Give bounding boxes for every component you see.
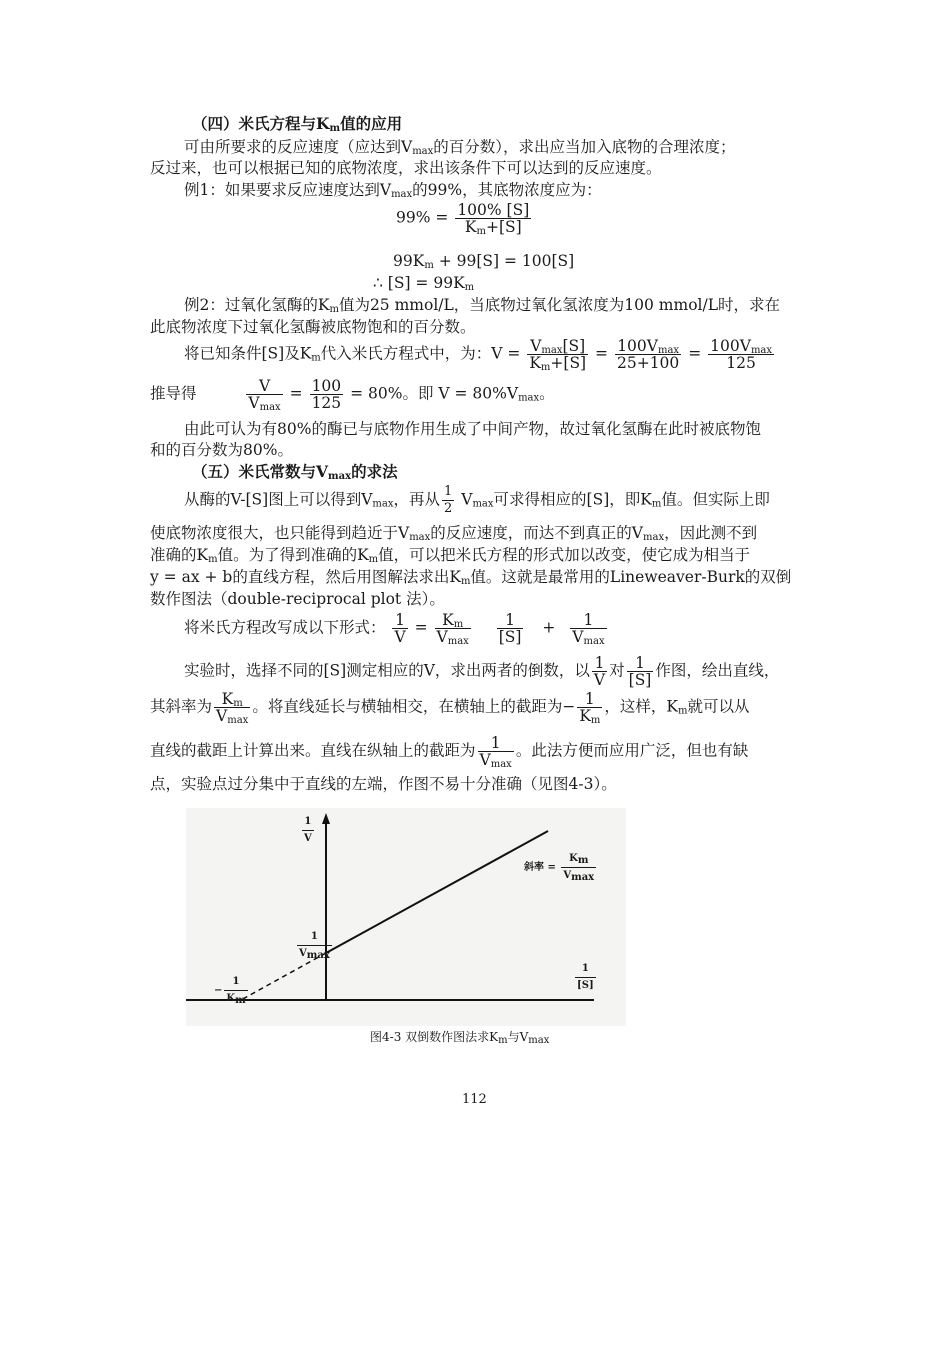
paragraph-line: 点，实验点过分集中于直线的左端，作图不易十分准确（见图4-3）。 bbox=[150, 775, 617, 793]
paragraph-line: 其斜率为 $\frac{K_m}{V_{max}}$ 。将直线延长与横轴相交，在横轴上的截距为− $\frac{1}{K_m}$ ，这样，$K_m$就可以从 bbox=[150, 690, 750, 726]
paragraph-line: 反过来，也可以根据已知的底物浓度，求出该条件下可以达到的反应速度。 bbox=[150, 159, 662, 177]
derivation: 推导得 $\frac{V}{V_{max}}$ = $\frac{100}{125}$ = 80%。即 $V = 80\%V_{max}$。 bbox=[150, 377, 555, 413]
example-2: 例2：过氧化氢酶的$K_m$值为25 mmol/L，当底物过氧化氢浓度为100 mmol/L时，求在 bbox=[184, 296, 781, 315]
paragraph-line: 由此可认为有80%的酶已与底物作用生成了中间产物，故过氧化氢酶在此时被底物饱 bbox=[184, 420, 761, 438]
x-axis-label: $\frac{1}{[S]}$ bbox=[577, 963, 594, 991]
section-heading-4: （四）米氏方程与$K_m$值的应用 bbox=[192, 114, 403, 134]
paragraph-line: 准确的$K_m$值。为了得到准确的$K_m$值，可以把米氏方程的形式加以改变，使它成为相当于 bbox=[150, 546, 751, 565]
paragraph-line: 从酶的V-[S]图上可以得到$V_{max}$，再从 $\frac{1}{2}$ $V_{max}$可求得相应的[S]，即$K_m$值。但实际上即 bbox=[184, 484, 770, 516]
page-number: 112 bbox=[462, 1092, 487, 1107]
equation-1: 99% = $\frac{100\% [S]}{K_m+[S]}$ bbox=[396, 201, 530, 237]
paragraph-line: 可由所要求的反应速度（应达到$V_{max}$的百分数），求出应当加入底物的合理浓度； bbox=[184, 138, 736, 157]
equation-3: ∴ $[S] = 99K_m$ bbox=[373, 274, 475, 293]
regression-line bbox=[326, 831, 548, 953]
x-intercept-label: − $\frac{1}{K_m}$ bbox=[214, 976, 246, 1006]
slope-label: 斜率 = $\frac{K_m}{V_{max}}$ bbox=[524, 853, 595, 883]
figure-caption: 图4-3 双倒数作图法求$K_m$与$V_{max}$ bbox=[370, 1030, 550, 1046]
paragraph-line: 使底物浓度很大，也只能得到趋近于$V_{max}$的反应速度，而达不到真正的$V_{max}$，因此测不到 bbox=[150, 524, 758, 543]
y-intercept-label: $\frac{1}{V_{max}}$ bbox=[299, 931, 330, 961]
paragraph-line: 实验时，选择不同的[S]测定相应的V，求出两者的倒数，以 $\frac{1}{V}$ 对 $\frac{1}{[S]}$ 作图，绘出直线， bbox=[184, 654, 780, 689]
paragraph-line: 数作图法（double-reciprocal plot 法）。 bbox=[150, 590, 445, 608]
section-heading-5: （五）米氏常数与$V_{max}$的求法 bbox=[192, 462, 398, 482]
paragraph-line: 和的百分数为80%。 bbox=[150, 441, 293, 459]
y-axis-arrow-icon bbox=[322, 813, 330, 824]
substitution-equation: 将已知条件[S]及$K_m$代入米氏方程式中，为：V = $\frac{V_{max}[S]}{K_m+[S]}$ = $\frac{100V_{max}}{25+100}$ = $\frac{100V_{max}}{125}$ bbox=[184, 337, 773, 373]
paragraph-line: 此底物浓度下过氧化氢酶被底物饱和的百分数。 bbox=[150, 318, 476, 336]
lineweaver-burk-figure bbox=[186, 808, 626, 1026]
figure-plot bbox=[186, 808, 626, 1026]
y-axis-label: $\frac{1}{V}$ bbox=[304, 816, 312, 844]
paragraph-line: y = ax + b的直线方程，然后用图解法求出$K_m$值。这就是最常用的Lineweaver-Burk的双倒 bbox=[150, 568, 792, 587]
example-1: 例1：如果要求反应速度达到$V_{max}$的99%，其底物浓度应为： bbox=[184, 181, 602, 200]
paragraph-line: 直线的截距上计算出来。直线在纵轴上的截距为 $\frac{1}{V_{max}}$ 。此法方便而应用广泛，但也有缺 bbox=[150, 734, 749, 770]
equation-2: $99K_m + 99[S] = 100[S]$ bbox=[393, 252, 575, 271]
rewritten-equation: 将米氏方程改写成以下形式： $\frac{1}{V}$ = $\frac{K_m}{V_{max}}$ $\frac{1}{[S]}$ + $\frac{1}{V_{max}}$ bbox=[184, 611, 605, 647]
